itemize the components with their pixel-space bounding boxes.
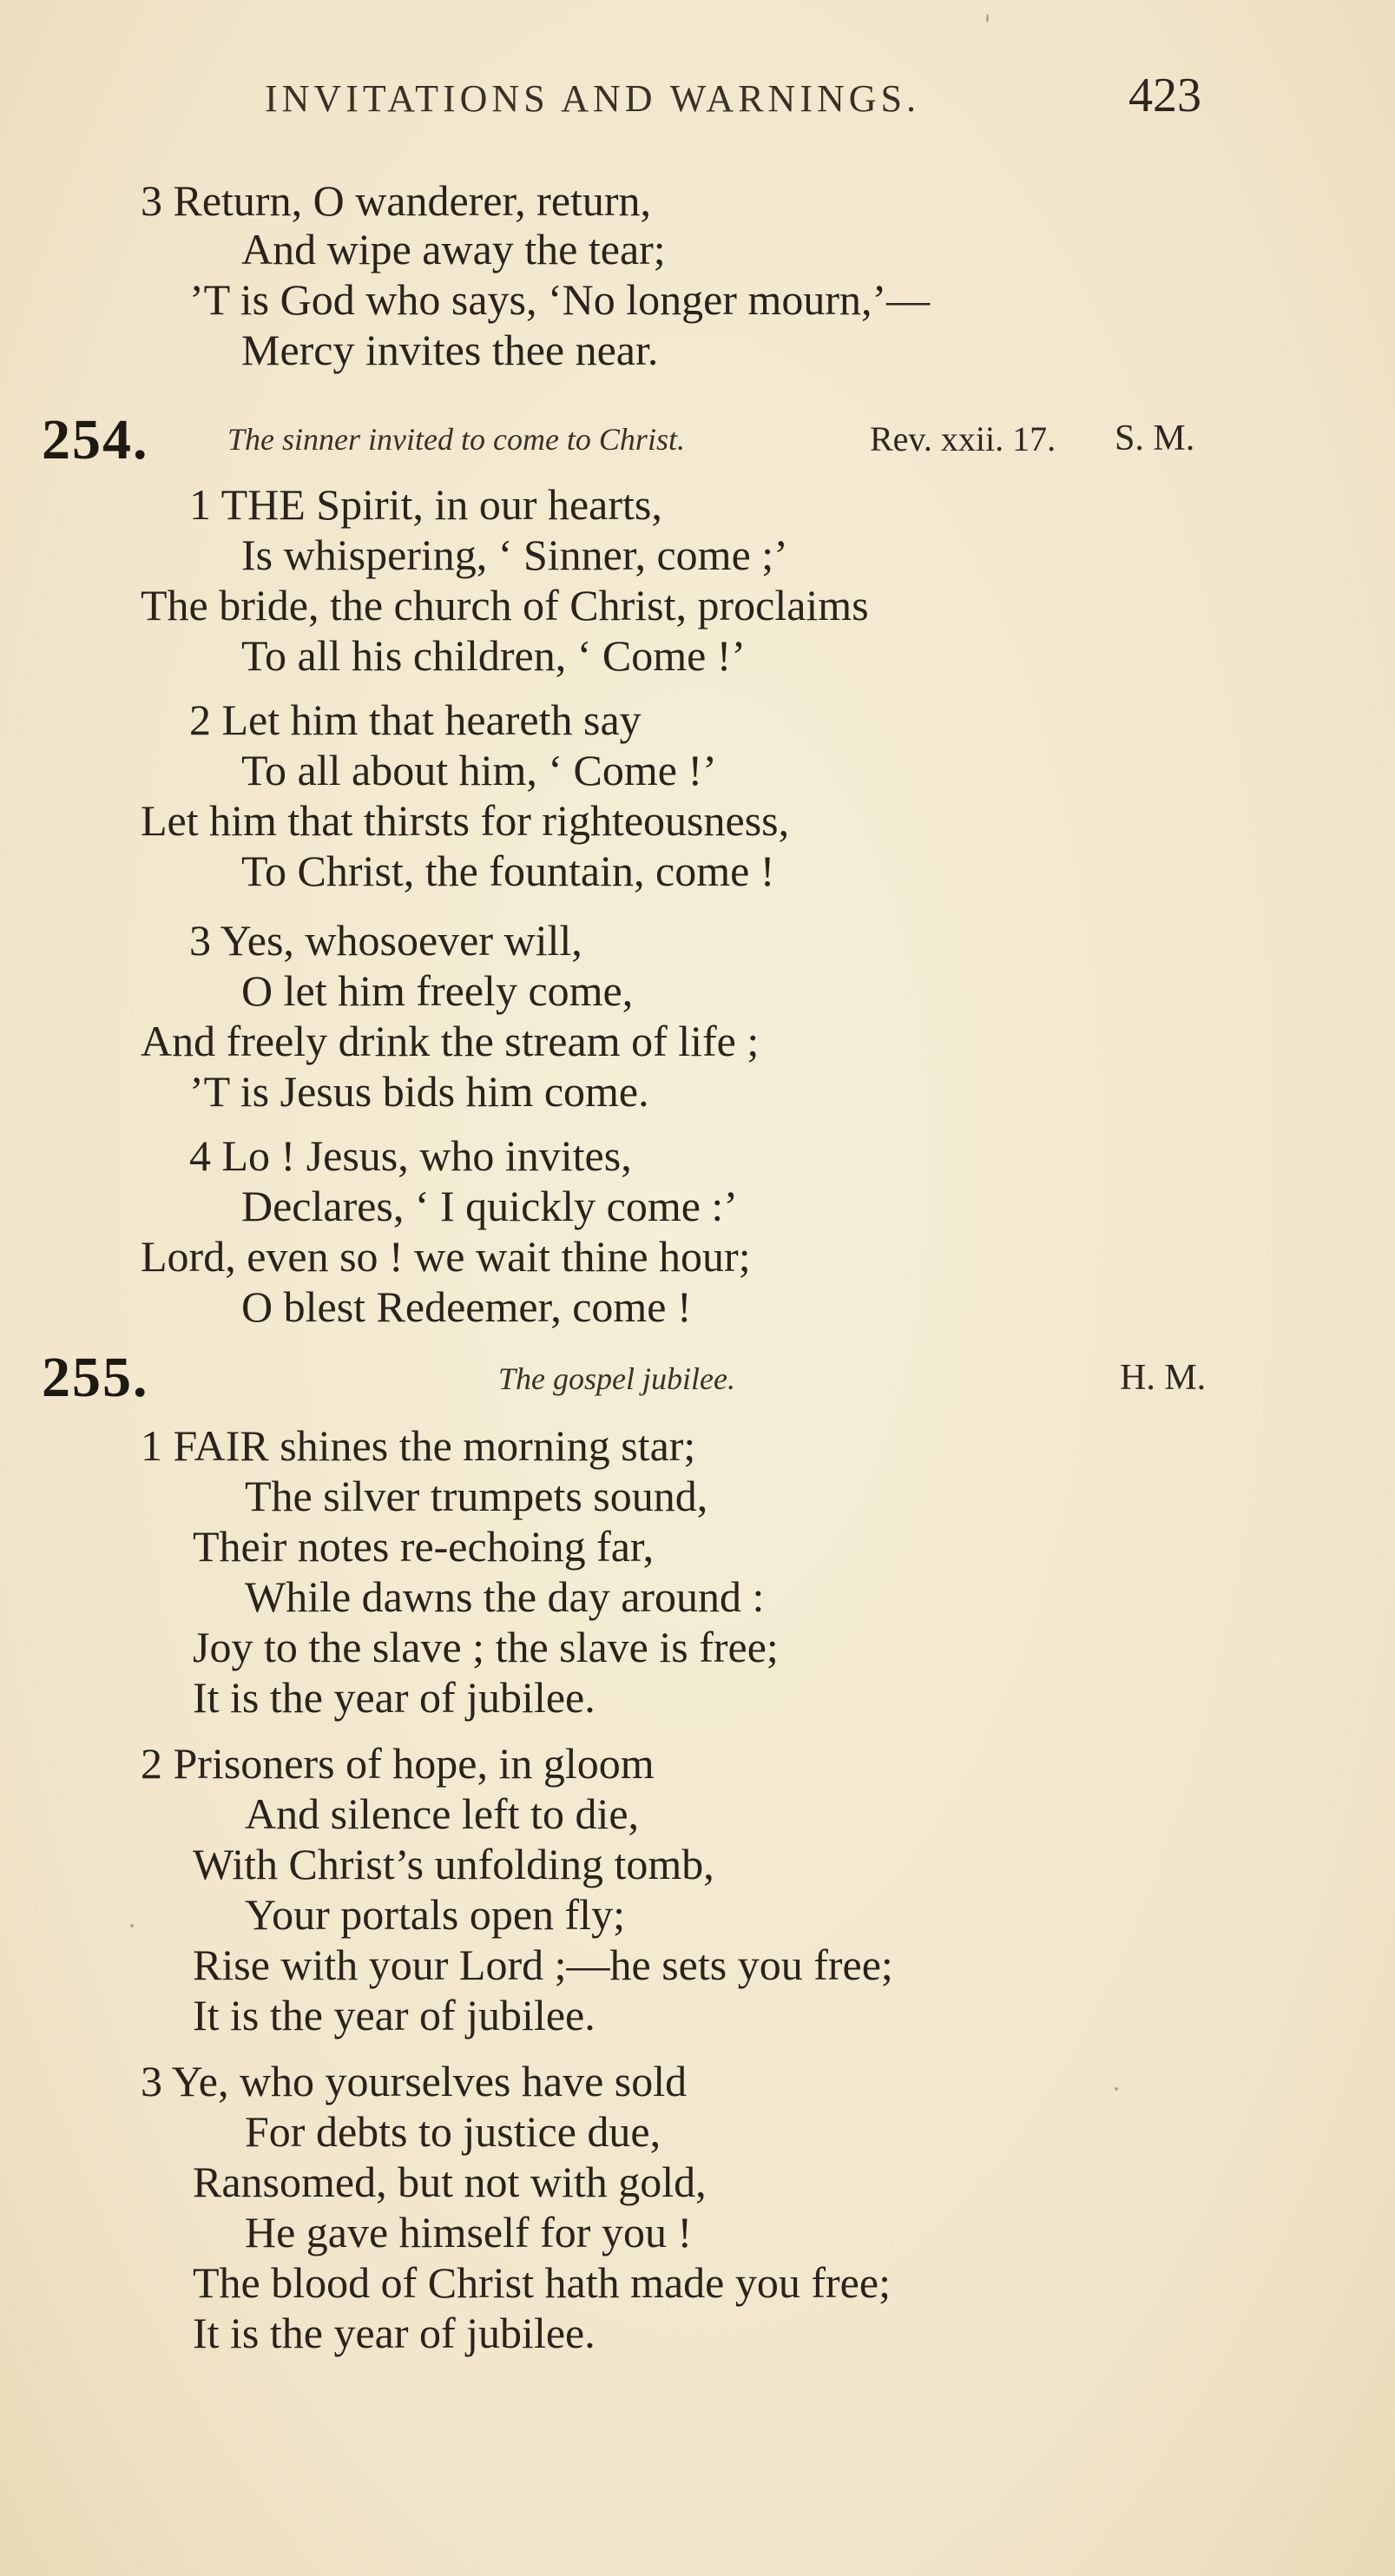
verse-line: 1 THE Spirit, in our hearts,	[189, 480, 662, 529]
verse-line: To all about him, ‘ Come !’	[241, 746, 717, 794]
verse-line: Mercy invites thee near.	[241, 326, 659, 374]
verse-line: The blood of Christ hath made you free;	[193, 2258, 891, 2307]
hymn-title: The gospel jubilee.	[498, 1361, 735, 1396]
verse-line: It is the year of jubilee.	[193, 1991, 596, 2039]
verse-line: Their notes re-echoing far,	[193, 1522, 655, 1571]
verse-line: While dawns the day around :	[245, 1572, 765, 1621]
paper-speck	[986, 14, 989, 23]
verse-line: The bride, the church of Christ, proclaims	[141, 581, 869, 629]
hymn-number: 254.	[42, 408, 149, 471]
verse-line: 4 Lo ! Jesus, who invites,	[189, 1131, 632, 1180]
hymn-number: 255.	[42, 1346, 149, 1409]
running-title: INVITATIONS AND WARNINGS.	[265, 77, 920, 120]
paper-speck	[130, 1924, 134, 1927]
paper-speck	[1115, 2087, 1118, 2091]
verse-line: He gave himself for you !	[245, 2208, 693, 2256]
hymn-meter: S. M.	[1115, 418, 1195, 458]
verse-line: Rise with your Lord ;—he sets you free;	[193, 1940, 893, 1989]
verse-line: ’T is Jesus bids him come.	[189, 1067, 649, 1116]
verse-line: With Christ’s unfolding tomb,	[193, 1840, 714, 1888]
verse-line: 3 Ye, who yourselves have sold	[141, 2057, 688, 2105]
hymn-meter: H. M.	[1120, 1358, 1207, 1398]
scripture-reference: Rev. xxii. 17.	[870, 419, 1056, 458]
verse-line: And wipe away the tear;	[241, 225, 666, 273]
page-number: 423	[1129, 69, 1201, 122]
verse-line: It is the year of jubilee.	[193, 2309, 596, 2357]
verse-line: Your portals open fly;	[245, 1890, 625, 1939]
verse-line: 3 Return, O wanderer, return,	[141, 176, 652, 225]
verse-line: ’T is God who says, ‘No longer mourn,’—	[189, 275, 931, 324]
verse-line: To Christ, the fountain, come !	[241, 847, 775, 895]
verse-line: Ransomed, but not with gold,	[193, 2158, 707, 2206]
verse-line: 2 Prisoners of hope, in gloom	[141, 1739, 655, 1788]
verse-line: 1 FAIR shines the morning star;	[141, 1421, 696, 1470]
verse-line: O blest Redeemer, come !	[241, 1282, 692, 1331]
verse-line: For debts to justice due,	[245, 2107, 661, 2156]
verse-line: 3 Yes, whosoever will,	[189, 916, 582, 965]
verse-line: Joy to the slave ; the slave is free;	[193, 1623, 779, 1671]
verse-line: And freely drink the stream of life ;	[141, 1017, 760, 1065]
verse-line: O let him freely come,	[241, 966, 634, 1015]
verse-line: Declares, ‘ I quickly come :’	[241, 1182, 738, 1230]
verse-line: To all his children, ‘ Come !’	[241, 631, 747, 680]
verse-line: Lord, even so ! we wait thine hour;	[141, 1232, 751, 1281]
hymn-title: The sinner invited to come to Christ.	[227, 422, 685, 457]
verse-line: It is the year of jubilee.	[193, 1673, 596, 1722]
verse-line: The silver trumpets sound,	[245, 1472, 708, 1520]
verse-line: Let him that thirsts for righteousness,	[141, 796, 790, 845]
verse-line: Is whispering, ‘ Sinner, come ;’	[241, 530, 788, 579]
verse-line: And silence left to die,	[245, 1789, 640, 1838]
verse-line: 2 Let him that heareth say	[189, 695, 642, 744]
